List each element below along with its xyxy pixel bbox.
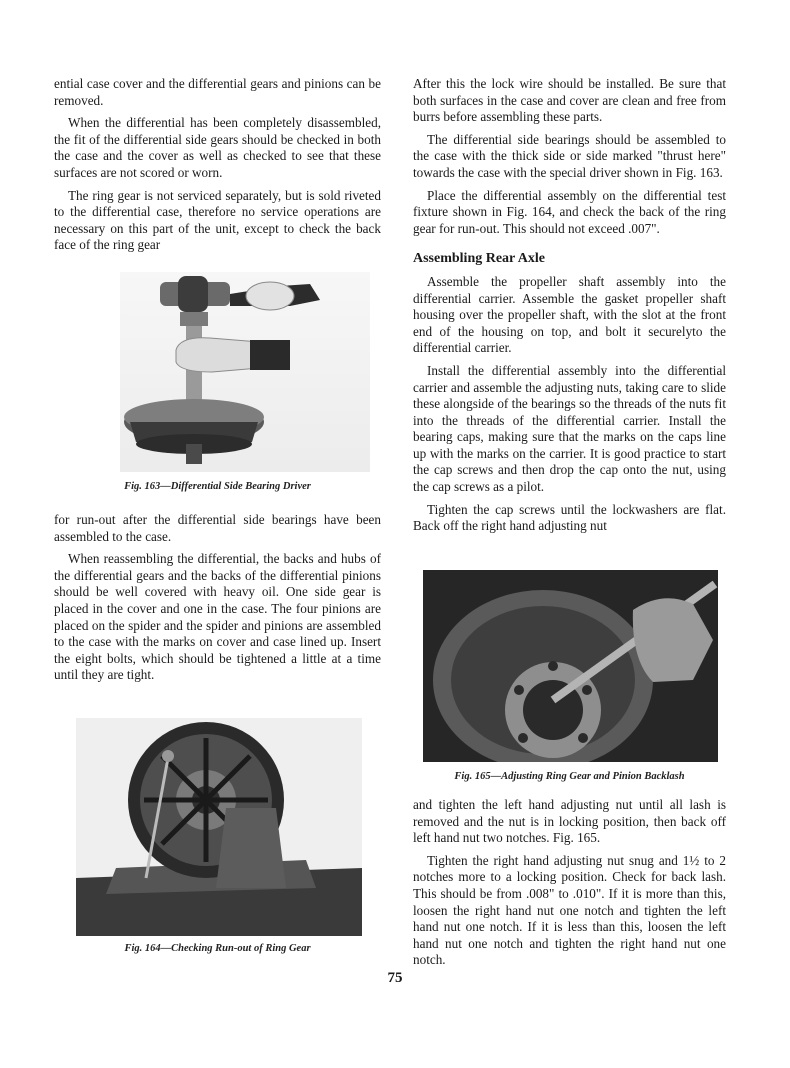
left-column-middle xyxy=(54,512,381,690)
paragraph: Install the differential assembly into the differential carrier and assemble the adjusting nuts, taking care to slide these alongside of the bearings so the threads of the nuts fit into the threads of the differential carrier. Install the bearing caps, making sure that the marks on the caps line up with the marks on the carrier. It is good practice to start the cap screws and then drop the cap onto the nut, using the cap screws as a pilot. xyxy=(413,362,726,495)
paragraph: When reassembling the differential, the backs and hubs of the differential gears and the backs of the differential pinions should be well covered with heavy oil. One side gear is placed in the cover and one in the case. The four pinions are placed on the spider and the spider and pinions are assembled to the case with the marks on cover and case lined up. Insert the eight bolts, which should be tightened a little at a time until they are tight. xyxy=(54,551,381,683)
paragraph: After this the lock wire should be installed. Be sure that both surfaces in the case and cover are clean and free from burrs before assembling these parts. xyxy=(413,76,726,125)
figure-165-caption: Fig. 165—Adjusting Ring Gear and Pinion Backlash xyxy=(454,771,685,782)
right-column-bottom xyxy=(413,797,726,975)
backlash-adjustment-illustration xyxy=(423,570,718,762)
paragraph: Place the differential assembly on the differential test fixture shown in Fig. 164, and check the back of the ring gear for run-out. This should not exceed .007". xyxy=(413,187,726,236)
page-number: 75 xyxy=(387,970,403,986)
paragraph: and tighten the left hand adjusting nut until all lash is removed and the nut is in locking position, then back off left hand nut two notches. Fig. 165. xyxy=(413,797,726,846)
paragraph: Tighten the cap screws until the lockwashers are flat. Back off the right hand adjusting nut xyxy=(413,501,726,534)
paragraph: The ring gear is not serviced separately, but is sold riveted to the differential case, therefore no service operations are necessary on this part of the unit, except to check the back face of the ring gear xyxy=(54,187,381,253)
paragraph: When the differential has been completely disassembled, the fit of the differential side gears should be checked in both the case and the cover as well as checked to see that these surfaces are not scored or worn. xyxy=(54,115,381,180)
paragraph: The differential side bearings should be assembled to the case with the thick side or side marked "thrust here" towards the case with the special driver shown in Fig. 163. xyxy=(413,131,726,180)
paragraph: for run-out after the differential side bearings have been assembled to the case. xyxy=(54,512,381,544)
figure-165-photo xyxy=(423,570,718,762)
figure-164-photo xyxy=(76,718,362,936)
figure-164-caption: Fig. 164—Checking Run-out of Ring Gear xyxy=(124,943,311,954)
right-column-top xyxy=(413,76,726,541)
paragraph: Tighten the right hand adjusting nut snug and 1½ to 2 notches more to a locking position. Check for back lash. This should be from .008" to .010". If it is more than this, loosen the right hand nut one notch and tighten the left hand nut one notch. If it is less than this, loosen the left hand nut one notch and tighten the right hand nut one notch. xyxy=(413,852,726,968)
figure-163-photo xyxy=(120,272,370,472)
left-column-top xyxy=(54,76,381,260)
section-heading: Assembling Rear Axle xyxy=(413,251,545,267)
figure-163-caption: Fig. 163—Differential Side Bearing Driver xyxy=(124,481,311,492)
paragraph: ential case cover and the differential gears and pinions can be removed. xyxy=(54,76,381,108)
ring-gear-runout-illustration xyxy=(76,718,362,936)
bearing-driver-illustration xyxy=(120,272,370,472)
paragraph: Assemble the propeller shaft assembly into the differential carrier. Assemble the gasket propeller shaft housing over the propeller shaft, with the slot at the front end of the housing on top, and bolt it securelyto the differential carrier. xyxy=(413,273,726,356)
